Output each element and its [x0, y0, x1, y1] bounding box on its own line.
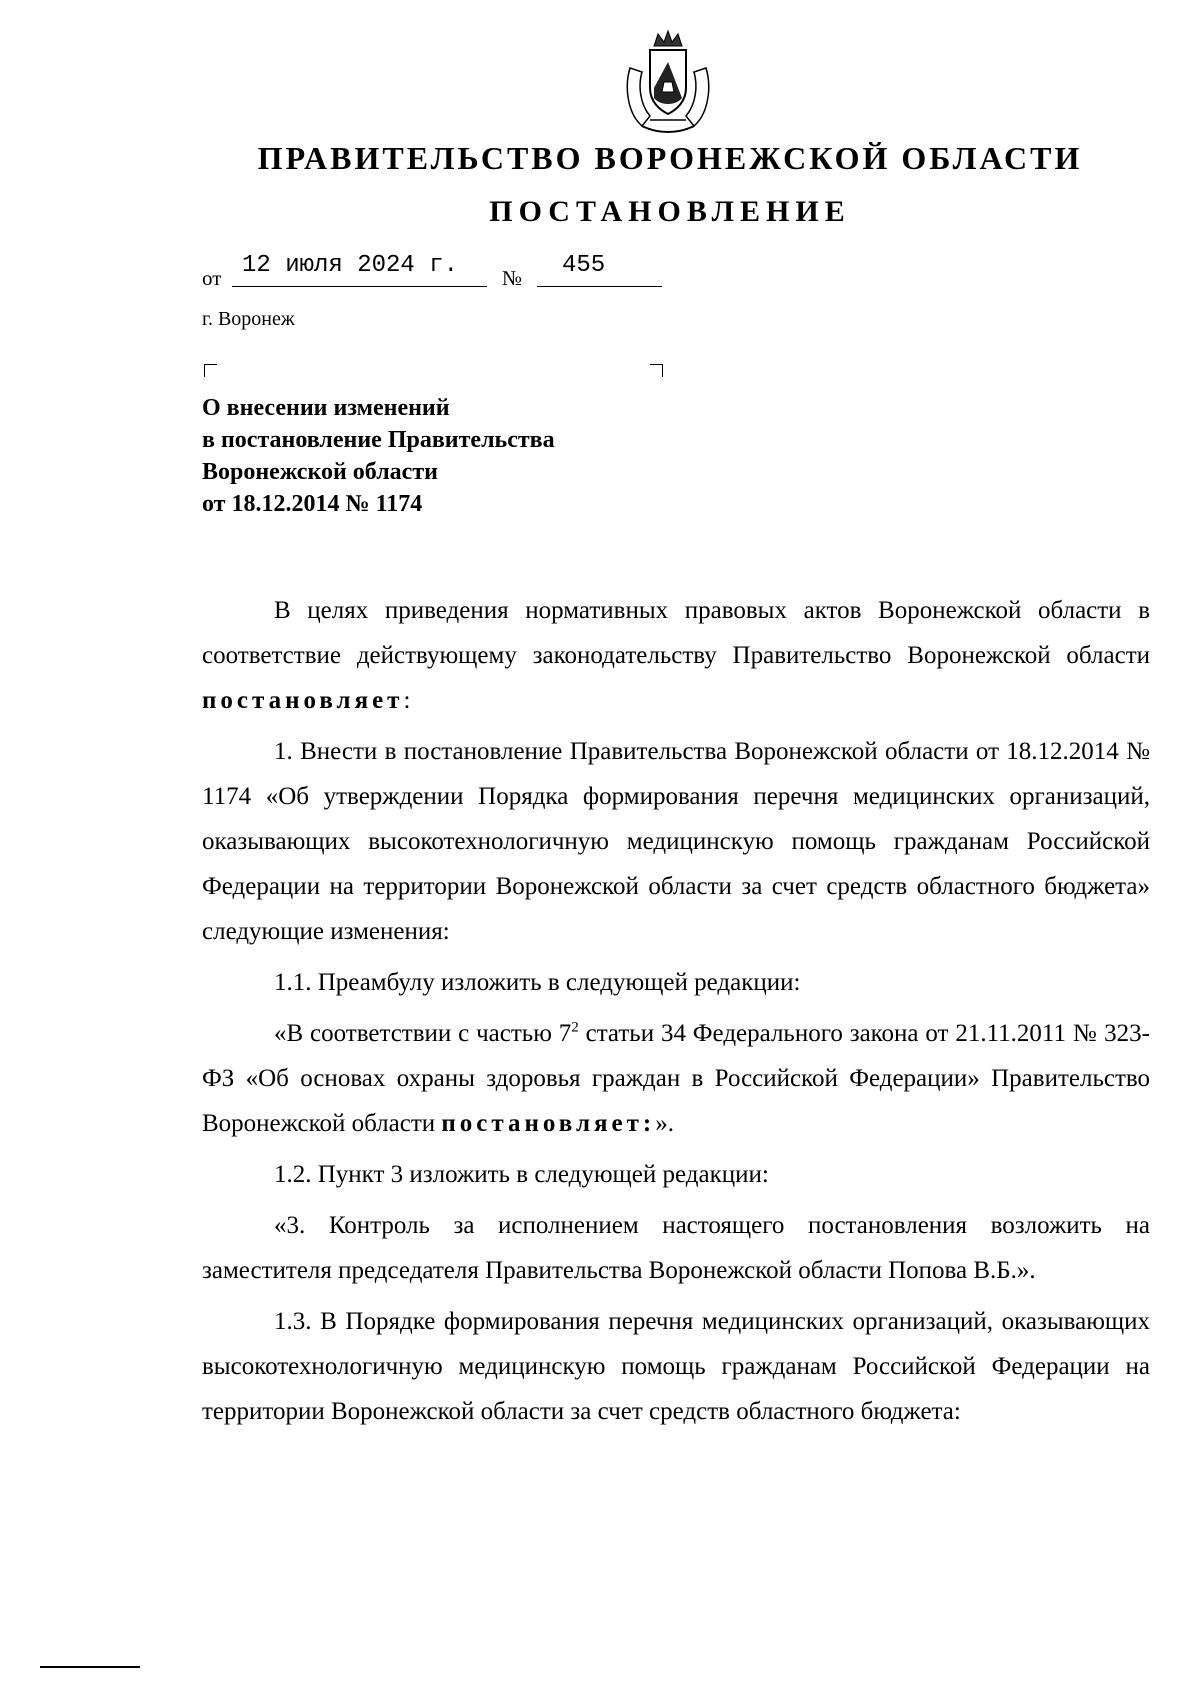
subject-line: Воронежской области	[202, 459, 438, 485]
subject-corner-left	[204, 364, 217, 377]
city: г. Воронеж	[202, 308, 295, 330]
paragraph	[202, 588, 1150, 723]
number-underline	[537, 286, 662, 287]
paragraph: «3. Контроль за исполнением настоящего постановления возложить на заместителя председателя Правительства Воронежской области Попова В.Б.».	[202, 1212, 1150, 1284]
subject-line: в постановление Правительства	[202, 427, 555, 453]
document-subject	[202, 392, 702, 520]
subject-line: от 18.12.2014 № 1174	[202, 491, 423, 517]
paragraph: 1. Внести в постановление Правительства Воронежской области от 18.12.2014 № 1174 «Об утверждении Порядка формирования перечня медицинских организаций, оказывающих высокотехнологичную медицинскую помощь гражданам Российской Федерации на территории Воронежской области за счет средств областного бюджета» следующие изменения:	[202, 738, 1150, 945]
paragraph-text: статьи 34 Федерального закона от 21.11.2011 № 323-ФЗ «Об основах охраны здоровья граждан в Российской Федерации» Правительство Воронежской области	[202, 1020, 1150, 1137]
document-date: 12 июля 2024 г.	[242, 252, 459, 279]
number-sign: №	[502, 266, 523, 290]
paragraph: 1.2. Пункт 3 изложить в следующей редакции:	[274, 1161, 769, 1188]
paragraph: 1.3. В Порядке формирования перечня медицинских организаций, оказывающих высокотехнологичную медицинскую помощь гражданам Российской Федерации на территории Воронежской области за счет средств областного бюджета:	[202, 1308, 1150, 1425]
date-prefix: от	[202, 266, 222, 290]
document-number: 455	[562, 252, 606, 279]
document-body	[202, 588, 1150, 1434]
footer-rule	[40, 1666, 140, 1668]
resolves-word: постановляет	[202, 687, 404, 714]
date-number-line	[202, 252, 682, 292]
paragraph-text: :	[403, 687, 411, 714]
subject-line: О внесении изменений	[202, 395, 450, 421]
paragraph-text: «В соответствии с частью 7	[274, 1020, 572, 1047]
paragraph	[202, 1011, 1150, 1146]
government-title: ПРАВИТЕЛЬСТВО ВОРОНЕЖСКОЙ ОБЛАСТИ	[257, 140, 1083, 176]
paragraph-text: В целях приведения нормативных правовых актов Воронежской области в соответствие действующему законодательству Правительство Воронежской области	[202, 597, 1150, 669]
superscript: 2	[571, 1019, 579, 1036]
paragraph: 1.1. Преамбулу изложить в следующей редакции:	[274, 969, 801, 996]
resolves-word: постановляет:	[441, 1110, 656, 1137]
subject-corner-right	[650, 364, 663, 377]
date-underline	[232, 286, 487, 287]
document-type: ПОСТАНОВЛЕНИЕ	[489, 195, 851, 228]
coat-of-arms-icon	[620, 28, 716, 136]
paragraph-text: ».	[655, 1110, 674, 1137]
